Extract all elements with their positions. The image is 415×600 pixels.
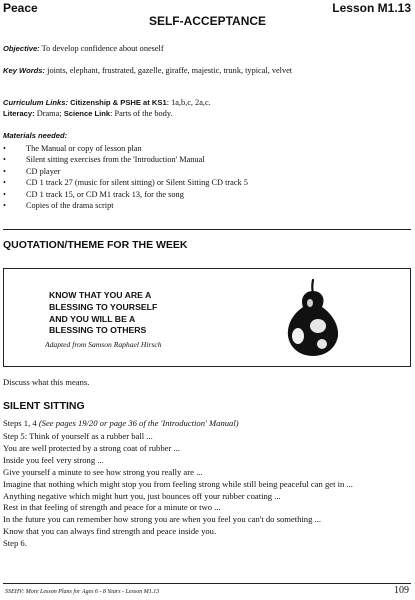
list-item: • Silent sitting exercises from the 'Introduction' Manual — [3, 154, 248, 165]
list-item: • CD 1 track 15, or CD M1 track 13, for the song — [3, 189, 248, 200]
materials-label: Materials needed: — [3, 131, 68, 140]
quotation-attribution: Adapted from Samson Raphael Hirsch — [45, 340, 162, 349]
silent-sitting-text — [3, 431, 411, 550]
quotation-heading: QUOTATION/THEME FOR THE WEEK — [3, 239, 188, 251]
instruction-line: Step 6. — [3, 538, 27, 549]
page-title: SELF-ACCEPTANCE — [148, 14, 267, 28]
list-item: • The Manual or copy of lesson plan — [3, 143, 248, 154]
silent-sitting-heading: SILENT SITTING — [3, 400, 85, 412]
key-words-label: Key Words: — [3, 66, 46, 75]
curriculum-links — [3, 98, 411, 109]
quotation-line: BLESSING TO OTHERS — [49, 325, 147, 336]
materials-heading — [3, 131, 411, 142]
page-number: 109 — [394, 585, 409, 596]
key-words-text: joints, elephant, frustrated, gazelle, giraffe, majestic, trunk, typical, velvet — [45, 66, 293, 75]
lesson-number: Lesson M1.13 — [332, 1, 411, 15]
instruction-line: Inside you feel very strong ... — [3, 454, 104, 465]
quotation-line: KNOW THAT YOU ARE A — [49, 290, 152, 300]
footer-divider — [3, 583, 411, 584]
subject-label: Peace — [3, 1, 38, 15]
pear-icon — [276, 276, 346, 358]
literacy-text: Drama; — [34, 109, 62, 118]
discuss-text: Discuss what this means. — [3, 377, 90, 387]
literacy-label: Literacy: — [3, 109, 35, 118]
key-words — [3, 66, 411, 77]
curriculum-link: Citizenship & PSHE at KS1 — [70, 98, 167, 107]
instruction-line: Know that you can always find strength and peace inside you. — [3, 526, 217, 537]
steps-reference: (See pages 19/20 or page 36 of the 'Introduction' Manual) — [38, 418, 239, 428]
instruction-line: Rest in that feeling of strength and peace for a minute or two ... — [3, 502, 221, 513]
footer-text: SSEHV: More Lesson Plans for Ages 6 - 8 Years - Lesson M1.13 — [5, 589, 160, 595]
objective — [3, 44, 411, 55]
list-item: • CD player — [3, 166, 248, 177]
quotation-text — [49, 290, 249, 337]
steps-intro — [3, 418, 411, 429]
literacy-science — [3, 109, 411, 120]
instruction-line: Imagine that nothing which might stop you from feeling strong while still being peaceful can get in ... — [3, 478, 353, 489]
steps-prefix: Steps 1, 4 — [3, 418, 39, 428]
instruction-line: Give yourself a minute to see how strong you really are ... — [3, 466, 203, 477]
instruction-line: You are well protected by a strong coat of rubber ... — [3, 442, 180, 453]
science-label: Science Link — [63, 109, 111, 118]
curriculum-link-rest: : 1a,b,c, 2a,c. — [166, 98, 211, 107]
instruction-line: Step 5: Think of yourself as a rubber ball ... — [3, 431, 153, 441]
materials-list — [3, 143, 248, 211]
instruction-line: Anything negative which might hurt you, just bounces off your rubber coating ... — [3, 490, 281, 501]
page-header — [3, 1, 411, 15]
science-text: : Parts of the body. — [110, 109, 173, 118]
curriculum-label: Curriculum Links: — [3, 98, 68, 107]
list-item: • CD 1 track 27 (music for silent sitting) or Silent Sitting CD track 5 — [3, 177, 248, 188]
quotation-line: AND YOU WILL BE A — [49, 313, 136, 324]
list-item: • Copies of the drama script — [3, 200, 248, 211]
objective-label: Objective: — [3, 44, 40, 53]
objective-text: To develop confidence about oneself — [39, 44, 164, 53]
section-divider — [3, 229, 411, 230]
instruction-line: In the future you can remember how strong you are when you feel you can't do something ... — [3, 514, 321, 525]
quotation-line: BLESSING TO YOURSELF — [49, 301, 158, 312]
